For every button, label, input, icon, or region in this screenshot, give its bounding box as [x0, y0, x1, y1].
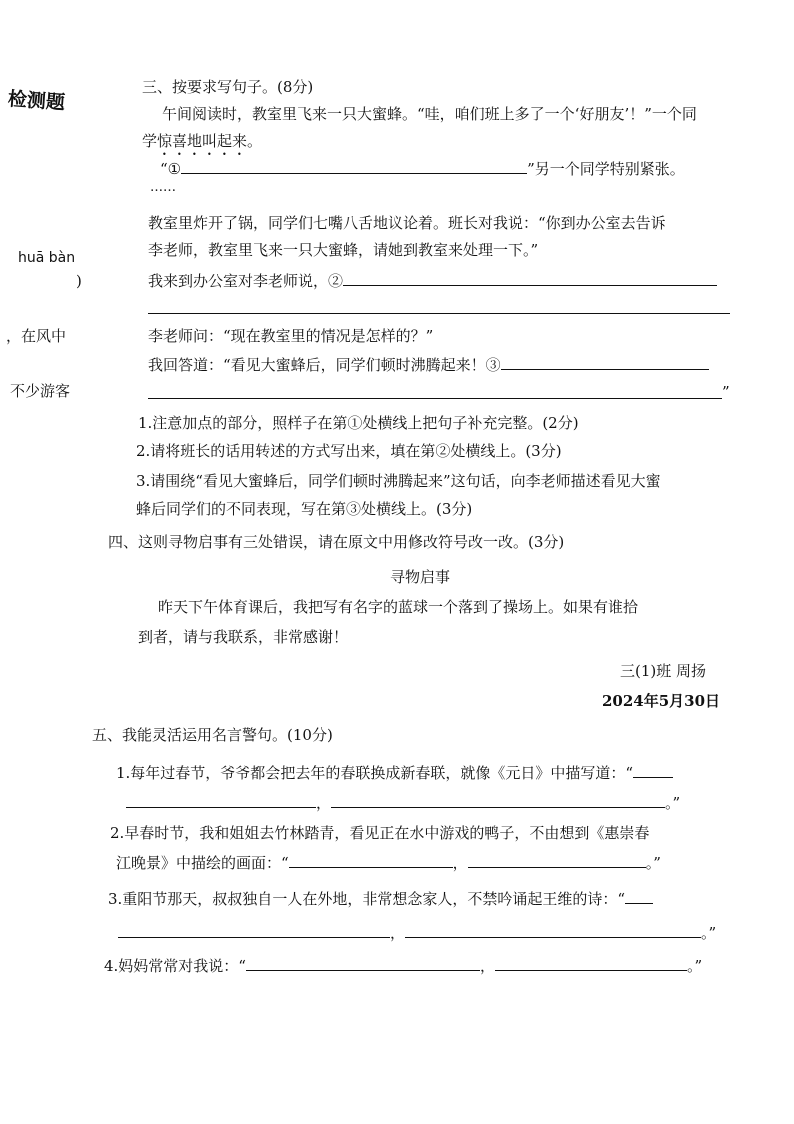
s3-paragraph-1b	[142, 130, 262, 159]
item-4-blank-b[interactable]	[495, 956, 687, 971]
answer-blank-3a[interactable]	[501, 355, 709, 370]
s5-item-2-line-b	[116, 852, 661, 873]
s5-item-2-line-a: 2.早春时节，我和姐姐去竹林踏青，看见正在水中游戏的鸭子，不由想到《惠崇春	[110, 824, 650, 842]
s3-blank-line-1	[160, 158, 685, 179]
item-4-comma: ，	[479, 957, 495, 975]
s3-ellipsis: ……	[150, 180, 176, 195]
s3-question-2: 2.请将班长的话用转述的方式写出来，填在第②处横线上。(3分)	[136, 442, 562, 460]
item-1-blank-b[interactable]	[126, 793, 316, 808]
section-4-heading: 四、这则寻物启事有三处错误，请在原文中用修改符号改一改。(3分)	[108, 533, 565, 551]
item-2-end: 。”	[645, 854, 661, 872]
s3-question-3a: 3.请围绕“看见大蜜蜂后，同学们顿时沸腾起来”这句话，向李老师描述看见大蜜	[136, 472, 661, 490]
s3-paragraph-3	[148, 270, 717, 291]
notice-date: 2024年5月30日	[602, 692, 721, 710]
item-4-end: 。”	[687, 957, 703, 975]
item-1-comma: ，	[316, 794, 332, 812]
answer-blank-1[interactable]	[181, 159, 527, 174]
notice-signature: 三(1)班 周扬	[620, 662, 707, 680]
s5-item-3-line-a	[108, 888, 653, 909]
margin-fragment-2: 不少游客	[10, 382, 71, 400]
answer-blank-3b[interactable]	[148, 398, 722, 399]
s3-dotted-phrase: 惊喜地叫起来	[157, 132, 248, 150]
margin-fragment-1: ，在风中	[6, 327, 67, 345]
blank-1-tail: ”另一个同学特别紧张。	[527, 160, 685, 178]
s3-p1b-pre: 学	[142, 132, 158, 150]
s5-item-4	[104, 955, 702, 976]
margin-paren: )	[76, 272, 82, 290]
answer-blank-2b[interactable]	[148, 313, 730, 314]
notice-body-a: 昨天下午体育课后，我把写有名字的蓝球一个落到了操场上。如果有谁拾	[158, 598, 639, 616]
s3-question-3b: 蜂后同学们的不同表现，写在第③处横线上。(3分)	[136, 500, 473, 518]
s3-paragraph-2a: 教室里炸开了锅，同学们七嘴八舌地议论着。班长对我说：“你到办公室去告诉	[148, 214, 666, 232]
notice-title: 寻物启事	[390, 568, 451, 586]
s5-item-2-text: 江晚景》中描绘的画面：“	[116, 854, 289, 872]
s3-paragraph-2b: 李老师，教室里飞来一只大蜜蜂，请她到教室来处理一下。”	[148, 241, 539, 259]
section-3-heading: 三、按要求写句子。(8分)	[142, 78, 314, 96]
blank-1-open: “①	[160, 160, 182, 178]
item-1-blank-a[interactable]	[633, 763, 673, 778]
s3-p3-text: 我来到办公室对李老师说，②	[148, 272, 344, 290]
item-4-blank-a[interactable]	[246, 956, 480, 971]
margin-title-fragment: 检测题	[7, 88, 66, 114]
item-3-blank-a[interactable]	[625, 889, 653, 904]
notice-body-b: 到者，请与我联系，非常感谢！	[138, 628, 349, 646]
item-1-blank-c[interactable]	[331, 793, 665, 808]
s3-close-quote: ”	[722, 383, 730, 401]
s3-p1b-post: 。	[247, 132, 263, 150]
item-3-blank-c[interactable]	[405, 923, 701, 938]
section-5-heading: 五、我能灵活运用名言警句。(10分)	[92, 726, 333, 744]
item-2-blank-b[interactable]	[468, 853, 646, 868]
item-3-end: 。”	[701, 924, 717, 942]
s3-p5-text: 我回答道：“看见大蜜蜂后，同学们顿时沸腾起来！③	[148, 356, 501, 374]
s3-question-1: 1.注意加点的部分，照样子在第①处横线上把句子补充完整。(2分)	[138, 414, 579, 432]
s5-item-4-text: 4.妈妈常常对我说：“	[104, 957, 246, 975]
item-3-comma: ，	[390, 924, 406, 942]
margin-pinyin: huā bàn	[18, 250, 76, 266]
s5-item-3-text: 3.重阳节那天，叔叔独自一人在外地，非常想念家人，不禁吟诵起王维的诗：“	[108, 890, 625, 908]
s5-item-3-line-b	[118, 922, 716, 943]
item-2-blank-a[interactable]	[289, 853, 453, 868]
item-2-comma: ，	[452, 854, 468, 872]
s3-paragraph-1a: 午间阅读时，教室里飞来一只大蜜蜂。“哇，咱们班上多了一个‘好朋友’！”一个同	[162, 105, 697, 123]
answer-blank-2a[interactable]	[343, 271, 717, 286]
s3-paragraph-5	[148, 354, 709, 375]
s3-paragraph-4: 李老师问：“现在教室里的情况是怎样的？”	[148, 327, 434, 345]
item-1-end: 。”	[665, 794, 681, 812]
s5-item-1-line-a	[116, 762, 673, 783]
item-3-blank-b[interactable]	[118, 923, 390, 938]
s5-item-1-text: 1.每年过春节，爷爷都会把去年的春联换成新春联，就像《元日》中描写道：“	[116, 764, 633, 782]
s5-item-1-line-b	[126, 792, 680, 813]
